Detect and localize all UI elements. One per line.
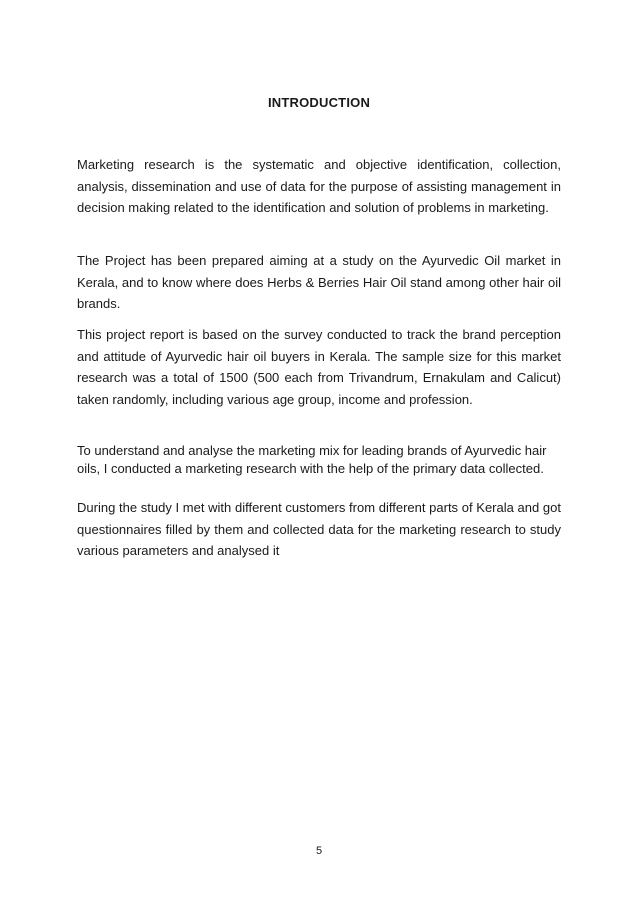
paragraph-marketing-mix: To understand and analyse the marketing mix for leading brands of Ayurvedic hair oils, I conducted a marketing research with the help of the primary data collected. xyxy=(77,443,547,476)
paragraph-marketing-research-definition: Marketing research is the systematic and objective identification, collection, analysis, dissemination and use of data for the purpose of assisting management in decision making related to the identification and solution of problems in marketing. xyxy=(77,157,561,215)
paragraph-survey-basis: This project report is based on the survey conducted to track the brand perception and attitude of Ayurvedic hair oil buyers in Kerala. The sample size for this market research was a total of 1500 (500 each from Trivandrum, Ernakulam and Calicut) taken randomly, including various age group, income and profession. xyxy=(77,327,561,407)
page-number: 5 xyxy=(315,845,323,857)
page-title: INTRODUCTION xyxy=(267,95,371,110)
paragraph-study-method: During the study I met with different customers from different parts of Kerala and got questionnaires filled by them and collected data for the marketing research to study various parameters and analysed it xyxy=(77,500,561,558)
paragraph-project-aim: The Project has been prepared aiming at a study on the Ayurvedic Oil market in Kerala, and to know where does Herbs & Berries Hair Oil stand among other hair oil brands. xyxy=(77,253,561,311)
